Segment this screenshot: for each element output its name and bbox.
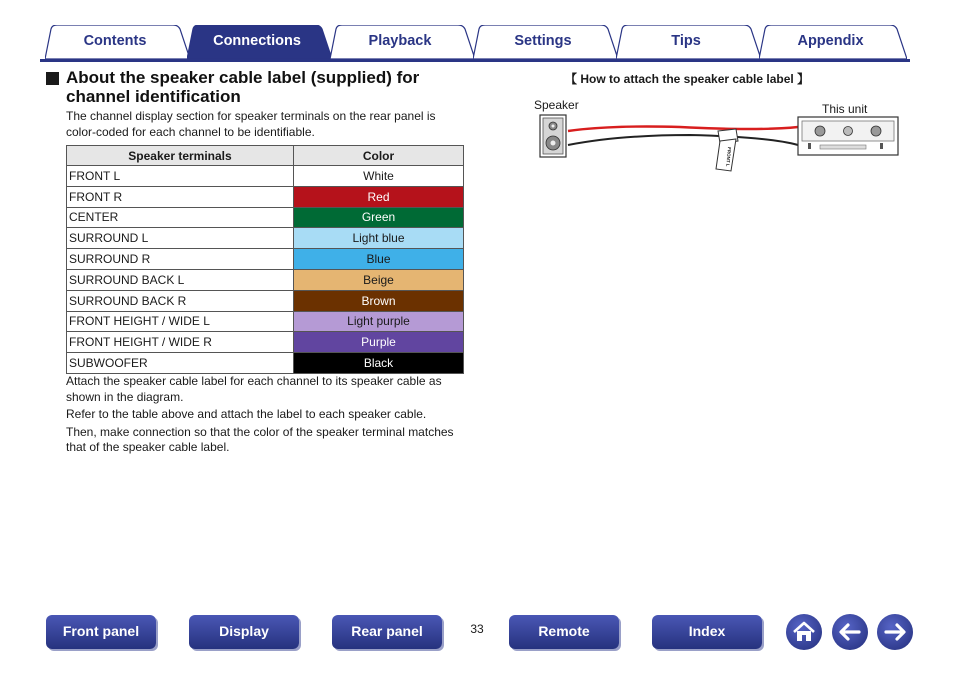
home-icon xyxy=(786,614,822,650)
top-tab-bar xyxy=(0,0,954,64)
color-cell: Purple xyxy=(294,332,464,353)
tab-appendix[interactable] xyxy=(759,25,907,59)
terminal-cell: SURROUND R xyxy=(67,249,294,270)
color-cell: Green xyxy=(294,207,464,228)
terminal-cell: SURROUND BACK L xyxy=(67,269,294,290)
intro-text: The channel display section for speaker terminals on the rear panel is color-coded for each channel to be identifiable. xyxy=(66,109,436,139)
remote-button-label: Remote xyxy=(538,623,590,639)
tab-contents[interactable] xyxy=(45,25,190,59)
table-row xyxy=(67,207,464,228)
color-cell: Brown xyxy=(294,290,464,311)
terminal-cell: FRONT HEIGHT / WIDE L xyxy=(67,311,294,332)
tab-connections-label: Connections xyxy=(213,33,301,49)
instructions xyxy=(66,374,466,458)
table-row xyxy=(67,269,464,290)
tab-appendix-label: Appendix xyxy=(797,33,864,49)
instruction-paragraph: Then, make connection so that the color of the speaker terminal matches that of the speaker cable label. xyxy=(66,424,454,454)
forward-button[interactable] xyxy=(877,614,913,650)
cable-tag-text: FRONT L xyxy=(725,146,732,167)
tab-tips-label: Tips xyxy=(671,33,701,49)
tab-playback[interactable] xyxy=(330,25,475,59)
color-cell: Light blue xyxy=(294,228,464,249)
section-heading xyxy=(46,69,466,106)
rear-panel-button-label: Rear panel xyxy=(351,623,423,639)
back-button[interactable] xyxy=(832,614,868,650)
remote-button[interactable] xyxy=(509,615,619,651)
display-button-label: Display xyxy=(219,623,269,639)
cable-label-diagram xyxy=(530,95,910,175)
speaker-icon xyxy=(540,115,566,157)
terminal-cell: SURROUND L xyxy=(67,228,294,249)
display-button[interactable] xyxy=(189,615,299,651)
terminal-cell: FRONT L xyxy=(67,166,294,187)
table-header-row xyxy=(67,146,464,166)
tab-settings-label: Settings xyxy=(514,33,572,49)
terminal-cell: FRONT R xyxy=(67,186,294,207)
tab-contents-label: Contents xyxy=(83,33,147,49)
table-row xyxy=(67,228,464,249)
instruction-paragraph: Attach the speaker cable label for each channel to its speaker cable as shown in the diagram. xyxy=(66,374,442,404)
heading-bullet-icon xyxy=(46,72,59,85)
front-panel-button-label: Front panel xyxy=(62,623,140,639)
table-row xyxy=(67,166,464,187)
back-arrow-icon xyxy=(832,614,868,650)
color-cell: Beige xyxy=(294,269,464,290)
terminal-cell: SURROUND BACK R xyxy=(67,290,294,311)
color-cell: White xyxy=(294,166,464,187)
speaker-label: Speaker xyxy=(534,98,579,112)
receiver-unit-icon xyxy=(798,117,898,155)
index-button[interactable] xyxy=(652,615,762,651)
tab-settings[interactable] xyxy=(473,25,618,59)
table-row xyxy=(67,186,464,207)
terminal-cell: FRONT HEIGHT / WIDE R xyxy=(67,332,294,353)
section-title: About the speaker cable label (supplied) for channel identification xyxy=(66,68,420,106)
color-cell: Light purple xyxy=(294,311,464,332)
page-number: 33 xyxy=(470,622,484,636)
instruction-paragraph: Refer to the table above and attach the label to each speaker cable. xyxy=(66,407,427,421)
table-row xyxy=(67,249,464,270)
table-row xyxy=(67,311,464,332)
rear-panel-button[interactable] xyxy=(332,615,442,651)
home-button[interactable] xyxy=(786,614,822,650)
diagram-title: 【 How to attach the speaker cable label 】 xyxy=(565,72,810,86)
table-row xyxy=(67,353,464,374)
cable-tag-icon xyxy=(716,129,738,171)
header-color: Color xyxy=(294,146,464,166)
unit-label: This unit xyxy=(822,102,868,116)
tab-underline xyxy=(40,59,910,62)
front-panel-button[interactable] xyxy=(46,615,156,651)
table-row xyxy=(67,290,464,311)
terminal-cell: SUBWOOFER xyxy=(67,353,294,374)
forward-arrow-icon xyxy=(877,614,913,650)
tab-connections[interactable] xyxy=(187,25,332,59)
terminal-cell: CENTER xyxy=(67,207,294,228)
header-speaker-terminals: Speaker terminals xyxy=(67,146,294,166)
color-table xyxy=(66,145,464,374)
table-row xyxy=(67,332,464,353)
index-button-label: Index xyxy=(688,623,726,639)
color-cell: Red xyxy=(294,186,464,207)
color-table-body xyxy=(67,166,464,374)
color-cell: Black xyxy=(294,353,464,374)
tab-tips[interactable] xyxy=(616,25,761,59)
color-cell: Blue xyxy=(294,249,464,270)
tab-playback-label: Playback xyxy=(368,33,432,49)
